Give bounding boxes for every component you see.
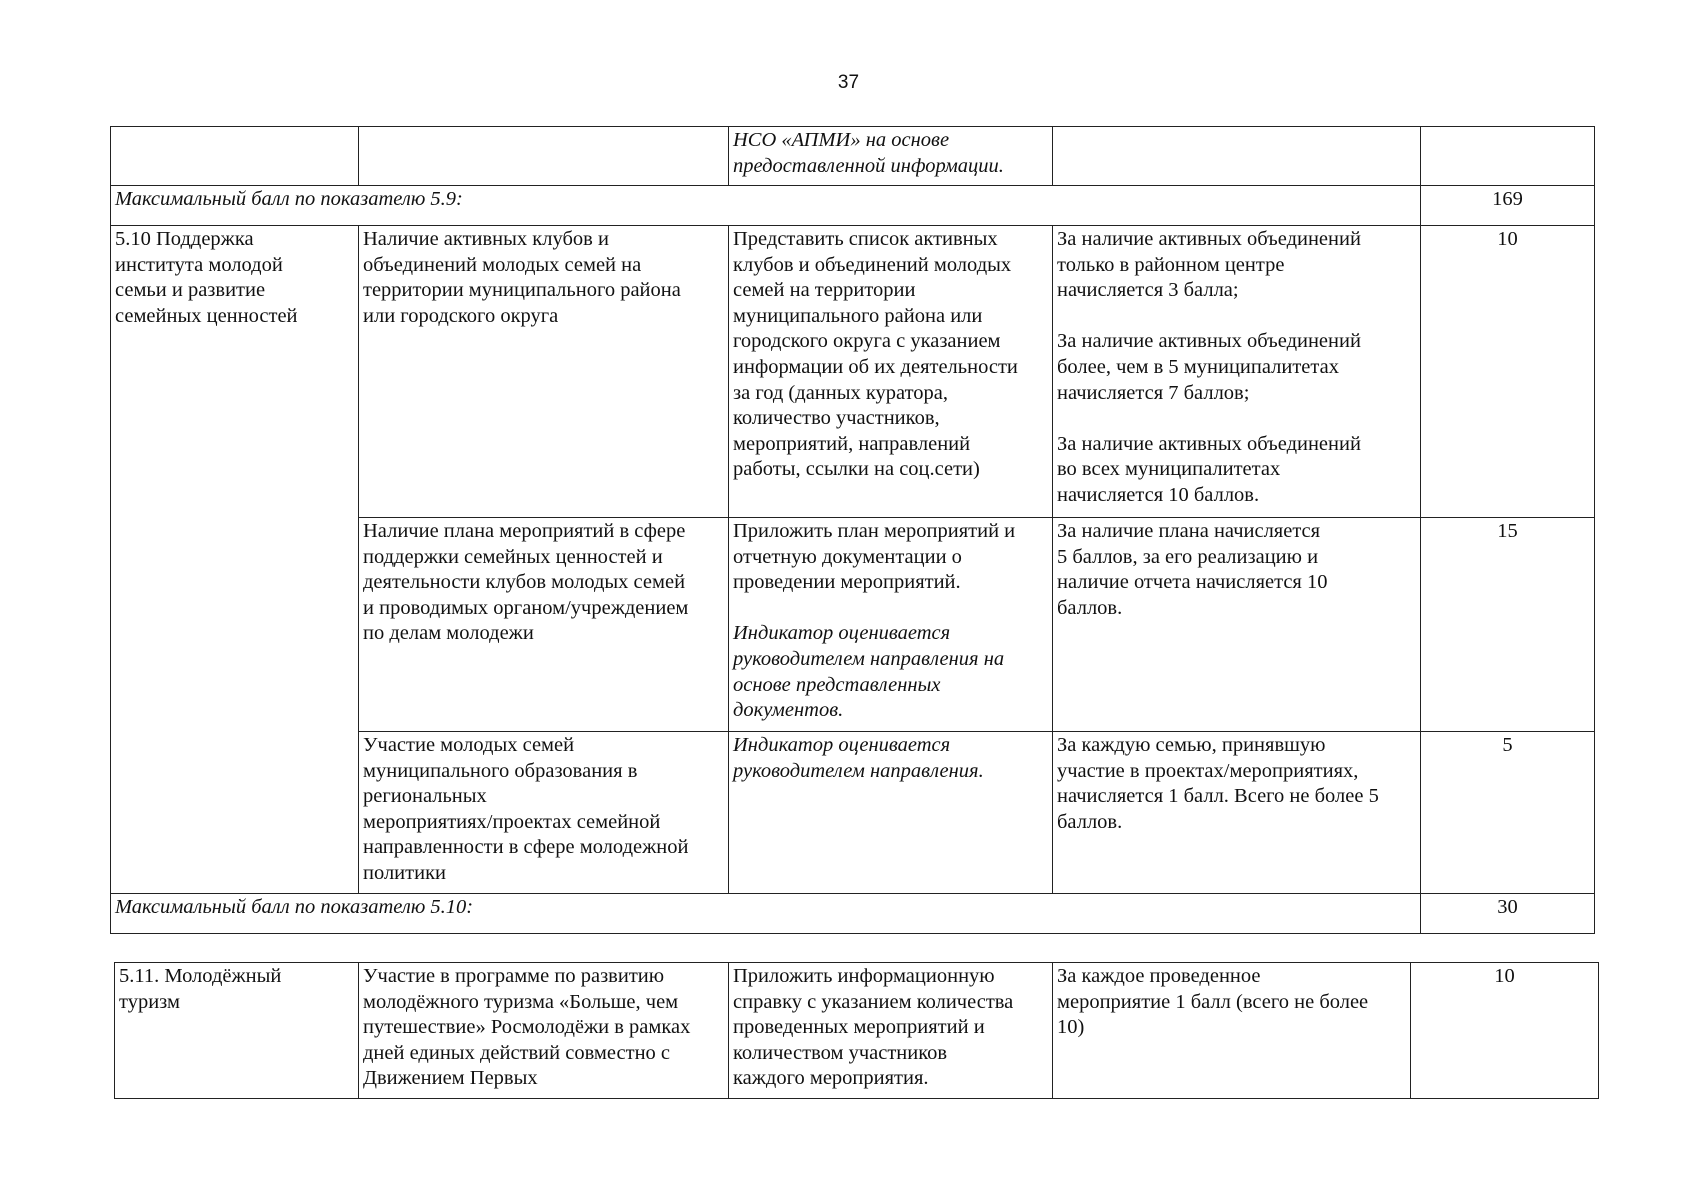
text-line: направленности в сфере молодежной [363,836,689,859]
text-line: руководителем направления. [733,759,984,782]
text-line: 5 баллов, за его реализацию и [1057,545,1319,568]
text-line: объединений молодых семей на [363,253,642,276]
max-score-cell: 10 [1411,963,1599,1099]
text-line: Приложить план мероприятий и [733,520,1016,542]
text-line: проведенных мероприятий и [733,1016,985,1039]
text-line: муниципального образования в [363,759,638,782]
text-line: только в районном центре [1057,253,1285,276]
text-line: Наличие активных клубов и [363,228,609,250]
text-line: семейных ценностей [115,304,298,327]
text-line: семьи и развитие [115,279,266,302]
text-line: отчетную документации о [733,545,962,568]
text-line: начисляется 1 балл. Всего не более 5 [1057,785,1379,808]
text-line: информации об их деятельности [733,355,1018,378]
text-line: Представить список активных [733,228,998,250]
text-line: За наличие плана начисляется [1057,520,1321,542]
method-note [733,621,1048,723]
max-score-row-5-10 [111,894,1595,934]
max-score-row-5-9 [111,186,1595,226]
criterion-cell [359,226,729,518]
text-line: по делам молодежи [363,622,534,645]
continuation-row [111,127,1595,186]
table-row [115,963,1599,1099]
scoring-paragraph [1057,329,1416,406]
criteria-table [110,126,1595,934]
text-line: Приложить информационную [733,965,995,987]
text-line: количеством участников [733,1041,948,1064]
max-score-cell: 10 [1421,226,1595,518]
method-cell [729,518,1053,732]
text-line: Индикатор оценивается [733,622,951,645]
text-line: Участие в программе по развитию [363,965,665,987]
text-line: За наличие активных объединений [1057,228,1361,250]
text-line: участие в проектах/мероприятиях, [1057,759,1359,782]
text-line: справку с указанием количества [733,990,1014,1013]
text-line: муниципального района или [733,304,983,327]
text-line: Движением Первых [363,1067,538,1090]
text-line: количество участников, [733,407,940,430]
scoring-paragraph [1057,432,1416,509]
text-line: За каждое проведенное [1057,965,1261,987]
method-cell [729,226,1053,518]
scoring-cell [1053,732,1421,894]
page-number: 37 [837,72,860,93]
text-line: проведении мероприятий. [733,571,961,594]
max-score-label: Максимальный балл по показателю 5.10: [111,894,1421,934]
text-line: поддержки семейных ценностей и [363,545,663,568]
max-score-cell [1421,127,1595,186]
text-line: НСО «АПМИ» на основе [733,129,950,151]
text-line: городского округа с указанием [733,330,1001,353]
text-line: За наличие активных объединений [1057,330,1361,353]
text-line: Наличие плана мероприятий в сфере [363,520,686,542]
text-line: или городского округа [363,304,559,327]
scoring-cell [1053,963,1411,1099]
indicator-title [115,963,359,1099]
text-line: основе представленных [733,673,941,696]
text-line: документов. [733,699,844,722]
criterion-cell [359,127,729,186]
text-line: мероприятий, направлений [733,432,971,455]
text-line: института молодой [115,253,283,276]
max-score-cell: 15 [1421,518,1595,732]
text-line: Индикатор оценивается [733,734,951,756]
text-line: За наличие активных объединений [1057,432,1361,455]
text-line: туризм [119,990,180,1013]
text-line: работы, ссылки на соц.сети) [733,458,980,481]
text-line: начисляется 3 балла; [1057,279,1239,302]
text-line: начисляется 7 баллов; [1057,381,1250,404]
max-score-value: 169 [1421,186,1595,226]
text-line: молодёжного туризма «Больше, чем [363,990,679,1013]
scoring-cell [1053,226,1421,518]
table-row [111,226,1595,518]
text-line: За каждую семью, принявшую [1057,734,1326,756]
criterion-cell [359,518,729,732]
text-line: за год (данных куратора, [733,381,949,404]
text-line: клубов и объединений молодых [733,253,1012,276]
text-line: баллов. [1057,596,1123,619]
text-line: политики [363,861,447,884]
text-line: и проводимых органом/учреждением [363,596,689,619]
text-line: путешествие» Росмолодёжи в рамках [363,1016,691,1039]
text-line: мероприятие 1 балл (всего не более [1057,990,1369,1013]
max-score-cell: 5 [1421,732,1595,894]
text-line: 5.10 Поддержка [115,228,254,250]
scoring-cell [1053,518,1421,732]
text-line: начисляется 10 баллов. [1057,483,1260,506]
text-line: Участие молодых семей [363,734,575,756]
text-line: во всех муниципалитетах [1057,458,1281,481]
tourism-table [114,962,1599,1099]
text-line: мероприятиях/проектах семейной [363,810,661,833]
method-cell [729,127,1053,186]
scoring-paragraph [1057,227,1416,304]
text-line: предоставленной информации. [733,154,1004,177]
text-line: дней единых действий совместно с [363,1041,671,1064]
method-cell [729,963,1053,1099]
text-line: деятельности клубов молодых семей [363,571,686,594]
indicator-cell [111,127,359,186]
method-text [733,519,1048,596]
text-line: семей на территории [733,279,916,302]
text-line: руководителем направления на [733,647,1005,670]
text-line: территории муниципального района [363,279,681,302]
text-line: более, чем в 5 муниципалитетах [1057,355,1339,378]
criterion-cell [359,963,729,1099]
criterion-cell [359,732,729,894]
max-score-label: Максимальный балл по показателю 5.9: [111,186,1421,226]
text-line: региональных [363,785,487,808]
scoring-cell [1053,127,1421,186]
text-line: наличие отчета начисляется 10 [1057,571,1328,594]
method-note [729,732,1053,894]
text-line: каждого мероприятия. [733,1067,929,1090]
text-line: баллов. [1057,810,1123,833]
indicator-title [111,226,359,894]
max-score-value: 30 [1421,894,1595,934]
text-line: 10) [1057,1016,1085,1039]
text-line: 5.11. Молодёжный [119,965,282,987]
